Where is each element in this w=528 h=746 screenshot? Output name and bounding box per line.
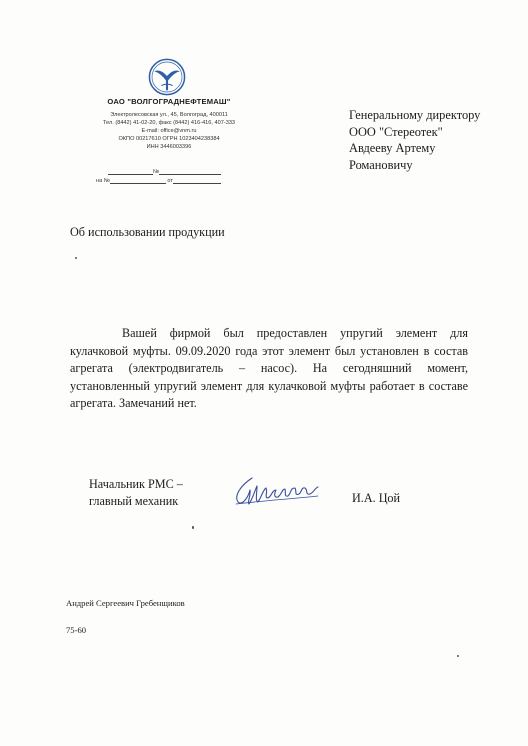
signer-position-line1: Начальник РМС –: [89, 477, 183, 491]
sender-address: Электролесовская ул., 45, Волгоград, 400011: [110, 112, 228, 118]
recipient-line: Генеральному директору: [349, 108, 481, 122]
letter-body: [70, 325, 468, 413]
signer-position: [89, 476, 183, 510]
scan-speck: [192, 526, 194, 529]
reg-date-label: от: [167, 178, 173, 184]
letter-body-text: Вашей фирмой был предоставлен упругий элемент для кулачковой муфты. 09.09.2020 года этот элемент был установлен в состав агрегата (электродвигатель – насос). На сегодняшний момент, установленный упругий элемент для кулачковой муфты работает в составе агрегата. Замечаний нет.: [70, 326, 468, 410]
handwritten-signature: [230, 472, 322, 510]
reg-ref-label: на №: [96, 178, 110, 184]
executor-phone: 75-60: [66, 625, 87, 635]
sender-inn: ИНН 3446003396: [146, 144, 192, 150]
sender-block: [64, 97, 274, 151]
scan-speck: [457, 655, 459, 657]
recipient-line: Авдееву Артему: [349, 141, 436, 155]
sender-email: E-mail: office@vnm.ru: [141, 128, 197, 134]
executor-block: [66, 590, 185, 644]
signer-position-line2: главный механик: [89, 494, 179, 508]
letter-subject: Об использовании продукции: [70, 225, 225, 239]
reg-number-row: [108, 168, 221, 175]
sender-phone: Тел. (8442) 41-02-20, факс (8442) 416-416, 407-333: [102, 120, 236, 126]
recipient-line: ООО "Стереотек": [349, 124, 443, 139]
reg-number-label: №: [153, 169, 160, 175]
sender-okpo-ogrn: ОКПО 00217610 ОГРН 1023404238384: [118, 136, 220, 142]
scan-speck: [75, 257, 77, 259]
sender-org-name: ОАО "ВОЛГОГРАДНЕФТЕМАШ": [107, 97, 231, 106]
recipient-block: [349, 107, 480, 173]
executor-name: Андрей Сергеевич Гребенщиков: [66, 598, 185, 608]
reg-ref-row: [96, 177, 221, 184]
signer-name: И.А. Цой: [352, 491, 401, 505]
recipient-line: Романовичу: [349, 157, 413, 172]
company-logo-icon: [148, 58, 186, 96]
